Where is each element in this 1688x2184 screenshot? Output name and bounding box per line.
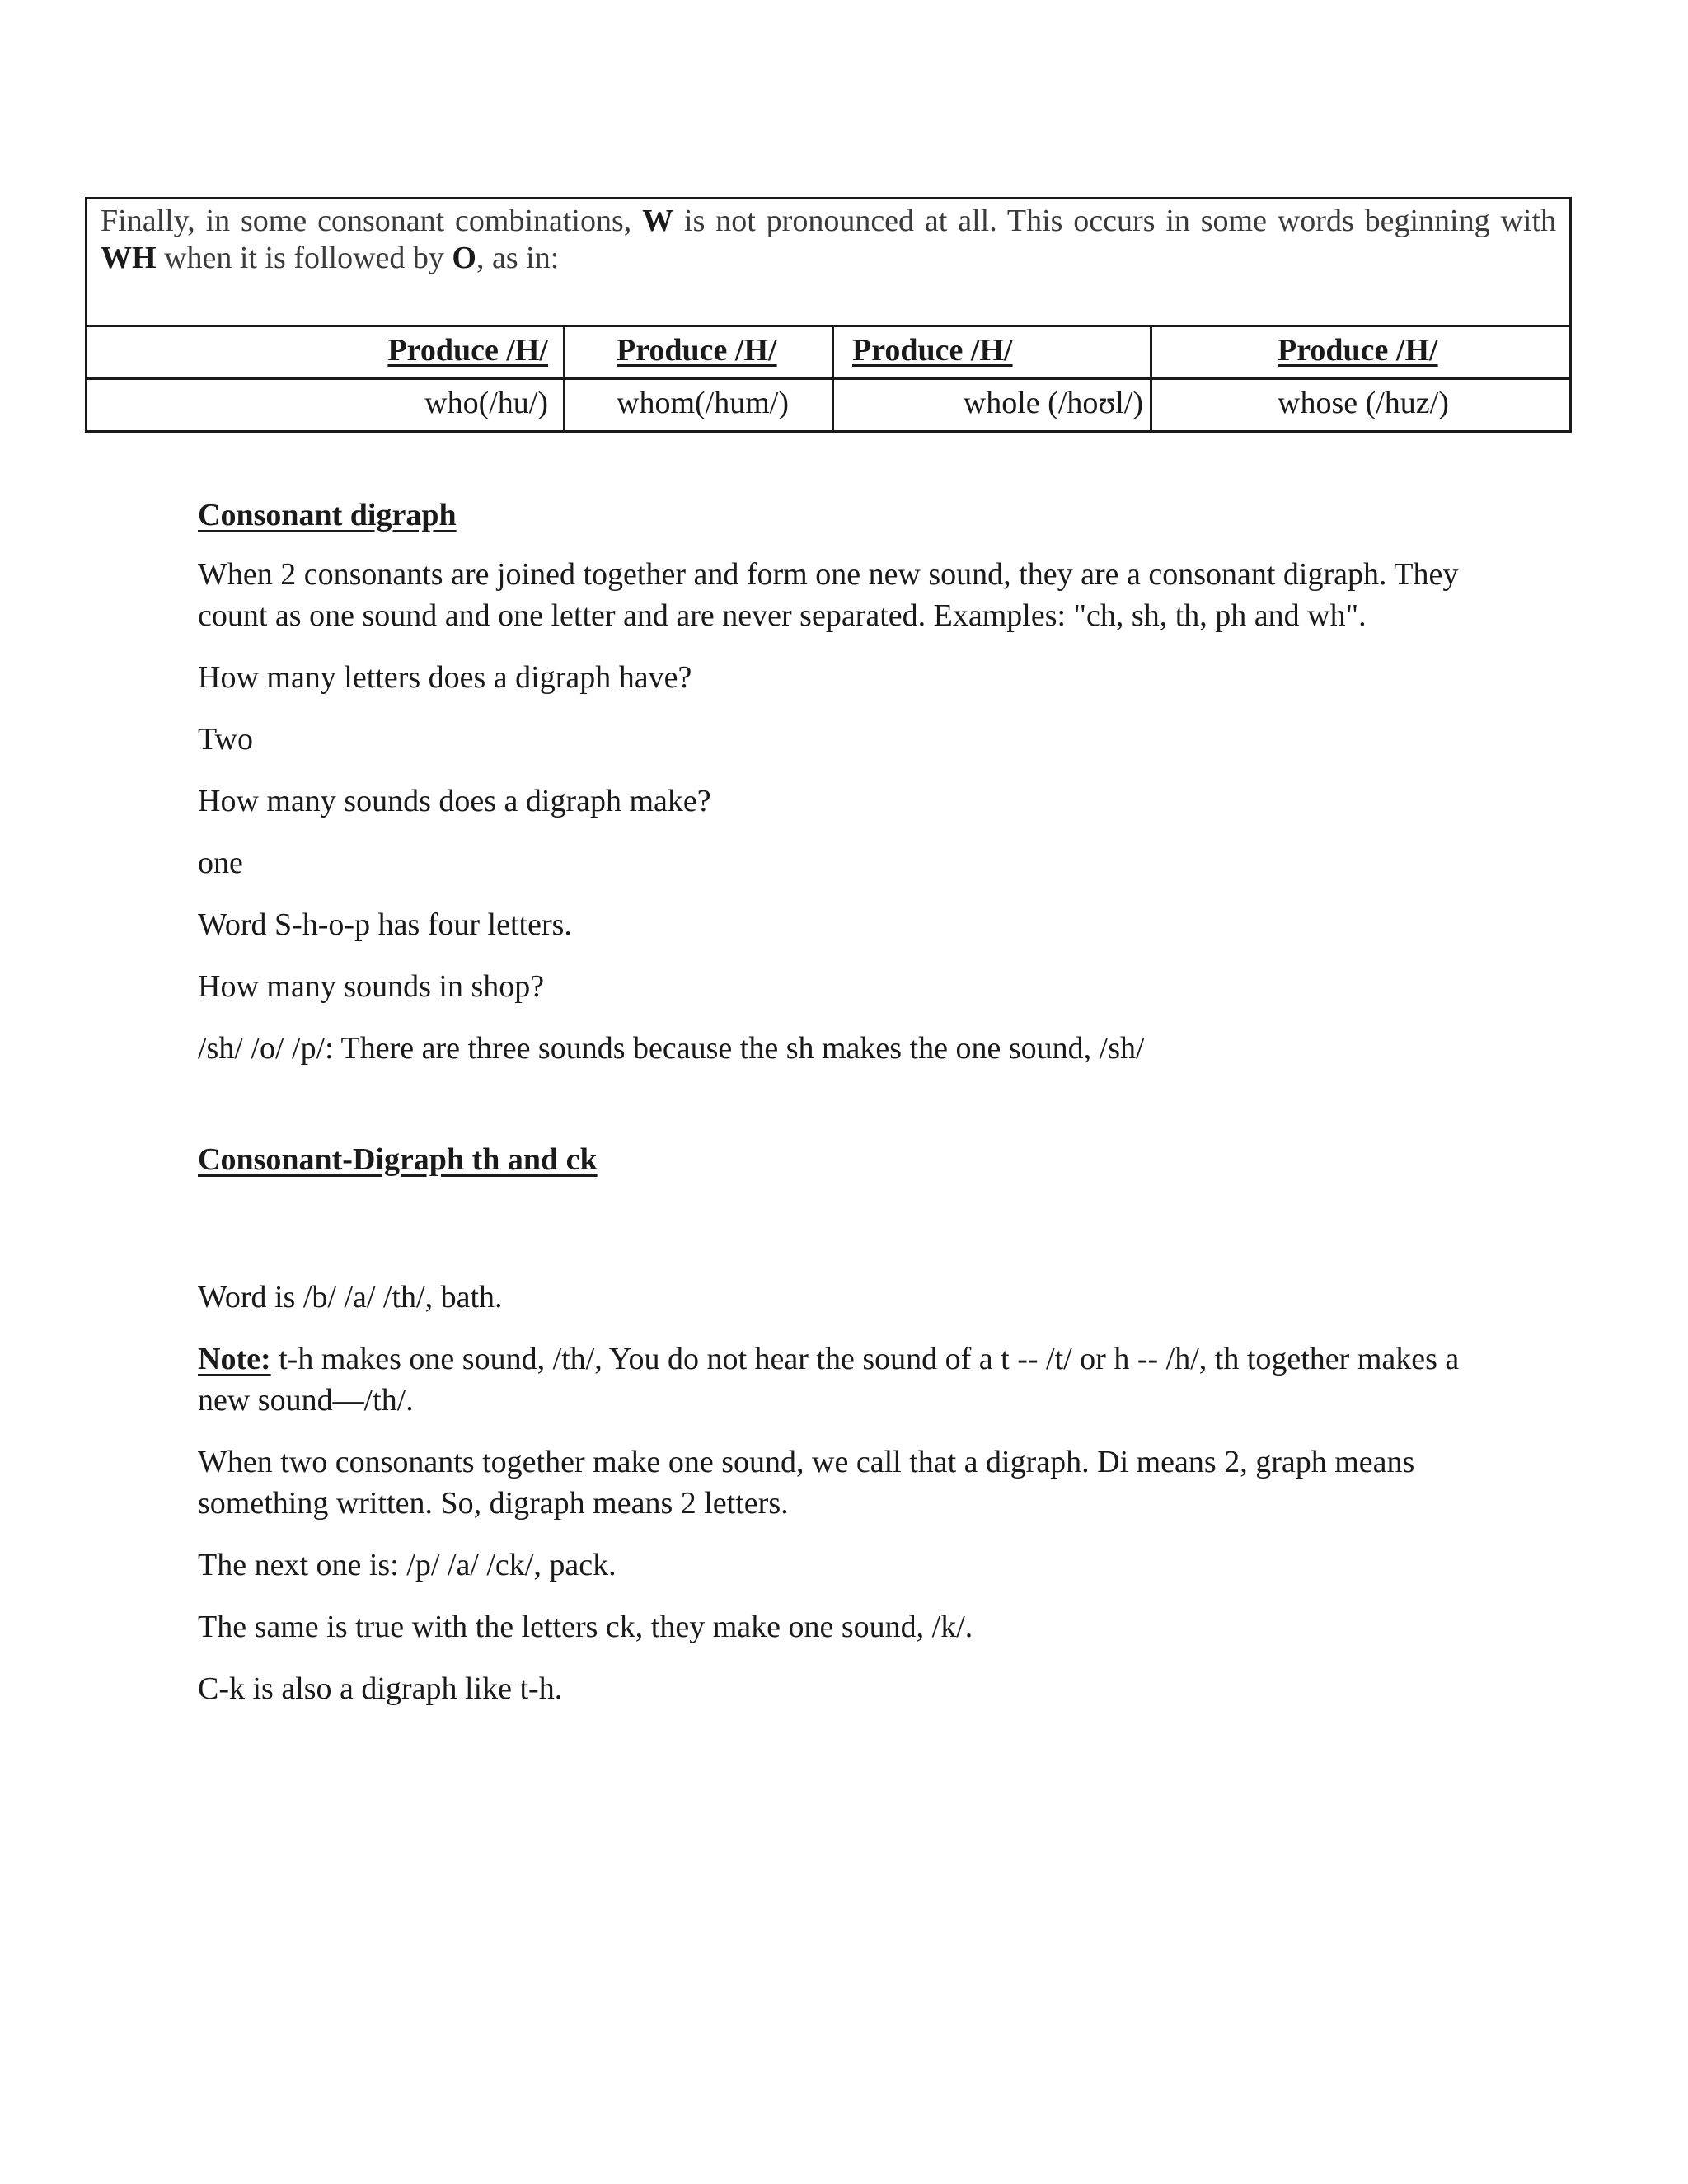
intro-text-2: is not pronounced at all. This occurs in some words beginning with (673, 204, 1557, 238)
intro-table (85, 197, 1572, 433)
question-shop-sounds: How many sounds in shop? (198, 969, 545, 1004)
column-header: Produce /H/ (617, 333, 777, 368)
digraph-meaning-paragraph: When two consonants together make one sound, we call that a digraph. Di means 2, graph means something written. So, digraph means 2 letters. (198, 1445, 1415, 1521)
header-cell (87, 326, 565, 379)
header-cell (833, 326, 1151, 379)
word-cell: whole (/hoʊl/) (833, 379, 1151, 432)
column-header: Produce /H/ (1278, 333, 1438, 368)
word-cell: whose (/huz/) (1151, 379, 1571, 432)
word-cell: who(/hu/) (87, 379, 565, 432)
column-header: Produce /H/ (852, 333, 1013, 368)
section-heading-th-ck: Consonant-Digraph th and ck (198, 1142, 598, 1177)
column-header: Produce /H/ (387, 333, 548, 368)
intro-text-3: when it is followed by (156, 241, 452, 275)
intro-row (87, 199, 1571, 326)
header-cell (1151, 326, 1571, 379)
word-row (87, 379, 1571, 432)
shop-letters-line: Word S-h-o-p has four letters. (198, 907, 572, 942)
section-heading-consonant-digraph: Consonant digraph (198, 498, 457, 532)
intro-bold-wh: WH (101, 241, 157, 275)
ck-sound-line: The same is true with the letters ck, they make one sound, /k/. (198, 1610, 973, 1644)
header-cell (565, 326, 833, 379)
note-text: t-h makes one sound, /th/, You do not hear the sound of a t -- /t/ or h -- /h/, th together makes a new sound—/th/. (198, 1342, 1460, 1418)
pack-line: The next one is: /p/ /a/ /ck/, pack. (198, 1548, 617, 1582)
intro-text-4: , as in: (476, 241, 560, 275)
ck-digraph-line: C-k is also a digraph like t-h. (198, 1671, 563, 1706)
spacer (198, 1198, 1467, 1277)
intro-bold-o: O (452, 241, 476, 275)
definition-paragraph: When 2 consonants are joined together and form one new sound, they are a consonant digraph. They count as one sound and one letter and are never separated. Examples: "ch, sh, th, ph and wh". (198, 557, 1459, 633)
question-sounds: How many sounds does a digraph make? (198, 784, 711, 818)
header-row (87, 326, 1571, 379)
spacer (198, 1090, 1467, 1139)
intro-bold-w: W (642, 204, 674, 238)
note-paragraph (198, 1338, 1467, 1421)
intro-paragraph (87, 199, 1571, 326)
answer-letters: Two (198, 722, 254, 757)
intro-text-1: Finally, in some consonant combinations, (101, 204, 643, 238)
answer-shop-sounds: /sh/ /o/ /p/: There are three sounds because the sh makes the one sound, /sh/ (198, 1031, 1145, 1066)
bath-line: Word is /b/ /a/ /th/, bath. (198, 1280, 503, 1315)
note-label: Note: (198, 1342, 271, 1376)
word-cell: whom(/hum/) (565, 379, 833, 432)
question-letters: How many letters does a digraph have? (198, 660, 692, 695)
answer-sounds: one (198, 846, 243, 880)
document-body (198, 494, 1467, 1730)
